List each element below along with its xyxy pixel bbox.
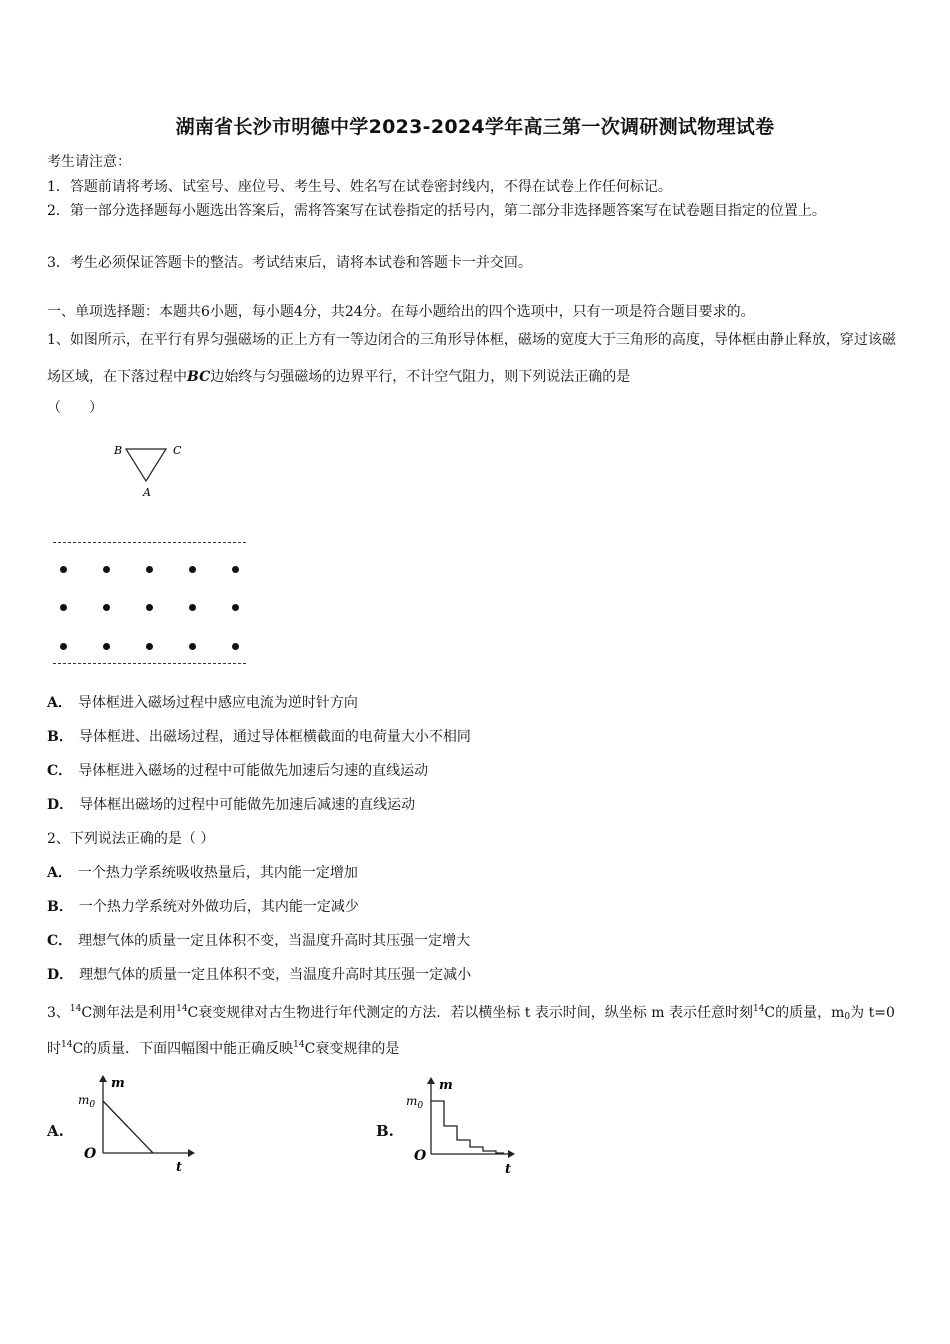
notice-item-2: 2．第一部分选择题每小题选出答案后，需将答案写在试卷指定的括号内，第二部分非选择题答案写在试卷题目指定的位置上。 xyxy=(47,203,826,219)
q1-stem-part2: 边始终与匀强磁场的边界平行，不计空气阻力，则下列说法正确的是 xyxy=(210,369,631,385)
field-dot xyxy=(189,643,196,650)
graph-a-label: A. xyxy=(47,1122,64,1140)
graph-a-y-label: m xyxy=(111,1076,125,1091)
triangle-figure xyxy=(110,438,190,502)
graph-a-decay-line xyxy=(103,1101,153,1153)
question-1-stem xyxy=(47,322,905,396)
notice-heading: 考生请注意： xyxy=(47,154,131,170)
field-dot xyxy=(232,566,239,573)
question-3-stem: 3、$^{14}$C测年法是利用$^{14}$C衰变规律对古生物进行年代测定的方法．若以横坐标 t 表示时间，纵坐标 m 表示任意时刻$^{14}$C的质量，$m_0$为 t=0 时$^{14}$C的质量．下面四幅图中能正确反映$^{14}$C衰变规律的是 xyxy=(47,1004,895,1057)
vertex-label-b: B xyxy=(114,444,123,457)
field-dot xyxy=(60,566,67,573)
field-dot xyxy=(60,643,67,650)
field-dot xyxy=(189,604,196,611)
notice-item-3: 3．考生必须保证答题卡的整洁。考试结束后，请将本试卷和答题卡一并交回。 xyxy=(47,255,532,271)
field-dot xyxy=(232,604,239,611)
graph-b-m0: $m_0$ xyxy=(406,1094,424,1111)
q1-bracket: （ ） xyxy=(47,400,103,416)
field-dot xyxy=(232,643,239,650)
graph-a-m0: $m_0$ xyxy=(78,1093,96,1110)
graph-b-x-label: t xyxy=(505,1162,512,1177)
field-dot xyxy=(103,604,110,611)
vertex-label-c: C xyxy=(173,444,182,457)
field-dot xyxy=(103,566,110,573)
graph-a-x-label: t xyxy=(176,1160,183,1175)
field-dot xyxy=(189,566,196,573)
field-dot xyxy=(146,604,153,611)
field-bottom-boundary xyxy=(53,663,246,664)
graph-b-label: B. xyxy=(376,1122,394,1140)
field-dot xyxy=(103,643,110,650)
graph-b-x-arrow xyxy=(508,1150,515,1158)
graph-b-y-arrow xyxy=(427,1077,435,1084)
field-top-boundary xyxy=(53,542,246,543)
graph-a-x-arrow xyxy=(188,1149,195,1157)
graph-a-y-arrow xyxy=(99,1075,107,1082)
q2-option-d: D． 理想气体的质量一定且体积不变，当温度升高时其压强一定减小 xyxy=(47,967,472,983)
page-title: 湖南省长沙市明德中学2023-2024学年高三第一次调研测试物理试卷 xyxy=(175,116,775,138)
section-heading: 一、单项选择题：本题共6小题，每小题4分，共24分。在每小题给出的四个选项中，只有一项是符合题目要求的。 xyxy=(47,304,755,320)
q2-option-a: A． 一个热力学系统吸收热量后，其内能一定增加 xyxy=(47,865,358,881)
question-2-stem: 2、下列说法正确的是（ ） xyxy=(47,831,215,847)
graph-a xyxy=(76,1072,196,1176)
graph-b-origin: O xyxy=(414,1148,427,1164)
triangle-frame xyxy=(126,449,166,481)
q1-option-d: D． 导体框出磁场的过程中可能做先加速后减速的直线运动 xyxy=(47,797,416,813)
vertex-label-a: A xyxy=(143,486,151,499)
field-dot xyxy=(60,604,67,611)
graph-b-step-line xyxy=(431,1101,504,1153)
graph-b xyxy=(404,1074,524,1178)
graph-b-y-label: m xyxy=(439,1078,453,1093)
field-dot xyxy=(146,566,153,573)
graph-a-origin: O xyxy=(84,1146,97,1162)
q1-option-c: C． 导体框进入磁场的过程中可能做先加速后匀速的直线运动 xyxy=(47,763,429,779)
q1-stem-bc: BC xyxy=(187,369,211,385)
field-dot xyxy=(146,643,153,650)
q1-option-b: B． 导体框进、出磁场过程，通过导体框横截面的电荷量大小不相同 xyxy=(47,729,471,745)
q1-stem-part1: 1、如图所示，在平行有界匀强磁场的正上方有一等边闭合的三角形导体框，磁场的宽度大于三角形的高度，导体框由静止释放，穿过该磁场区域，在下落过程中 xyxy=(47,332,896,385)
notice-item-1: 1．答题前请将考场、试室号、座位号、考生号、姓名写在试卷密封线内，不得在试卷上作任何标记。 xyxy=(47,179,672,195)
q1-option-a: A． 导体框进入磁场过程中感应电流为逆时针方向 xyxy=(47,695,358,711)
q2-option-b: B． 一个热力学系统对外做功后，其内能一定减少 xyxy=(47,899,359,915)
q2-option-c: C． 理想气体的质量一定且体积不变，当温度升高时其压强一定增大 xyxy=(47,933,471,949)
